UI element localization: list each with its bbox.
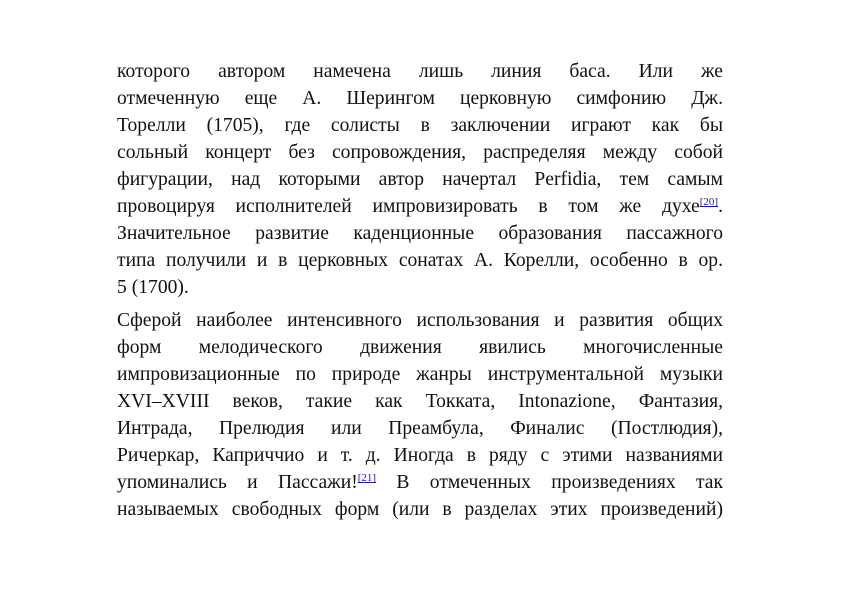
text-line: типа получили и в церковных сонатах А. Корелли, особенно в ор. xyxy=(117,250,723,271)
text-line: XVI–XVIII веков, такие как Токката, Intonazione, Фантазия, xyxy=(117,391,723,412)
text-line-with-footnote xyxy=(117,469,723,496)
text-line: Значительное развитие каденционные образования пассажного xyxy=(117,223,723,244)
text-line: сольный концерт без сопровождения, распределяя между собой xyxy=(117,142,723,163)
text-line: Торелли (1705), где солисты в заключении играют как бы xyxy=(117,115,723,136)
text-line: фигурации, над которыми автор начертал Perfidia, тем самым xyxy=(117,169,723,190)
text-line: Сферой наиболее интенсивного использования и развития общих xyxy=(117,310,723,331)
text-line: форм мелодического движения явились многочисленные xyxy=(117,337,723,358)
text-line-with-footnote xyxy=(117,193,723,220)
footnote-link-21[interactable]: [21] xyxy=(357,472,377,484)
paragraph-1 xyxy=(117,58,723,301)
text-line: Ричеркар, Каприччио и т. д. Иногда в ряду с этими названиями xyxy=(117,445,723,466)
paragraph-2 xyxy=(117,307,723,523)
text-body xyxy=(117,58,723,523)
line-tail: В отмеченных произведениях так xyxy=(376,472,723,493)
line-tail: . xyxy=(718,196,723,217)
line-text: упоминались и Пассажи! xyxy=(117,472,358,493)
text-line: импровизационные по природе жанры инструментальной музыки xyxy=(117,364,723,385)
text-line: называемых свободных форм (или в разделах этих произведений) xyxy=(117,499,723,520)
text-line: 5 (1700). xyxy=(117,277,189,298)
text-line: отмеченную еще А. Шерингом церковную симфонию Дж. xyxy=(117,88,723,109)
text-line: Интрада, Прелюдия или Преамбула, Финалис (Постлюдия), xyxy=(117,418,723,439)
footnote-link-20[interactable]: [20] xyxy=(699,196,719,208)
text-line: которого автором намечена лишь линия баса. Или же xyxy=(117,61,723,82)
line-text: провоцируя исполнителей импровизировать в том же духе xyxy=(117,196,700,217)
